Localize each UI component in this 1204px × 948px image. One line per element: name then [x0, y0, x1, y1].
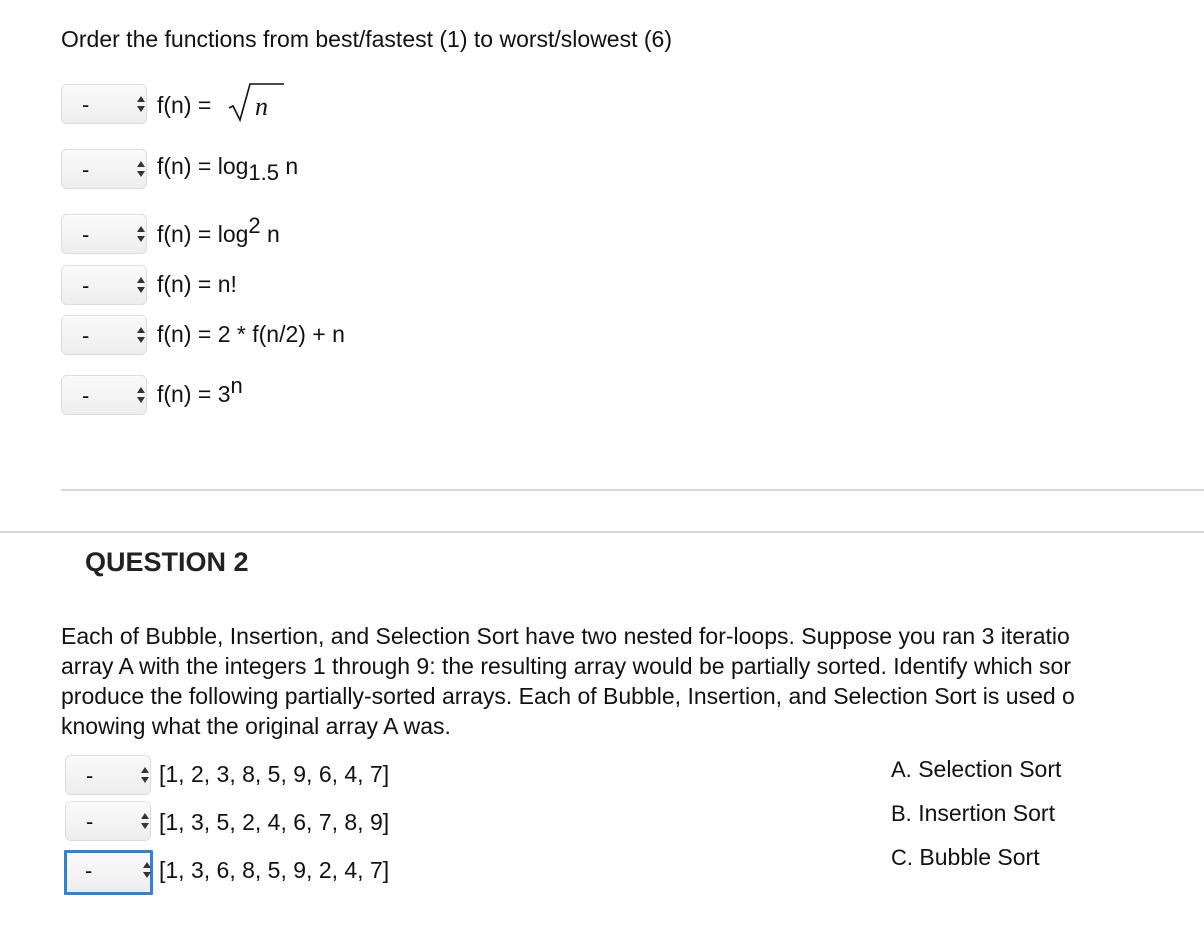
- function-2-tail: n: [279, 153, 299, 179]
- select-value: -: [82, 383, 90, 408]
- array-2: [1, 3, 5, 2, 4, 6, 7, 8, 9]: [159, 809, 390, 835]
- select-value: -: [86, 809, 94, 834]
- rank-select-1[interactable]: [61, 84, 147, 124]
- divider: [61, 489, 1204, 491]
- rank-select-6[interactable]: [61, 375, 147, 415]
- function-2-lhs: f(n) = log: [157, 153, 249, 179]
- select-arrows-icon: [136, 385, 146, 405]
- select-arrows-icon: [136, 275, 146, 295]
- answer-label: Selection Sort: [918, 756, 1062, 782]
- select-value: -: [82, 92, 90, 117]
- select-value: -: [82, 323, 90, 348]
- function-1: [157, 92, 268, 121]
- prompt-line: array A with the integers 1 through 9: the resulting array would be partially sorted. Identify which sor: [61, 653, 1071, 679]
- function-3-tail: n: [260, 221, 280, 247]
- sort-select-2[interactable]: [65, 801, 151, 841]
- function-6-lhs: f(n) = 3: [157, 381, 231, 407]
- function-6-superscript: n: [230, 373, 243, 398]
- array-3: [1, 3, 6, 8, 5, 9, 2, 4, 7]: [159, 857, 390, 883]
- answer-letter: A.: [891, 757, 912, 782]
- answer-label: Insertion Sort: [918, 800, 1055, 826]
- rank-select-4[interactable]: [61, 265, 147, 305]
- answer-option-b: [891, 800, 1055, 827]
- select-arrows-icon: [136, 94, 146, 114]
- function-6: [157, 373, 243, 408]
- section-divider: [0, 531, 1204, 533]
- array-1: [1, 2, 3, 8, 5, 9, 6, 4, 7]: [159, 761, 390, 787]
- select-value: -: [82, 157, 90, 182]
- rank-select-2[interactable]: [61, 149, 147, 189]
- select-arrows-icon: [136, 224, 146, 244]
- question2-prompt: [61, 621, 1204, 741]
- function-2: [157, 153, 298, 186]
- question1-prompt: Order the functions from best/fastest (1) to worst/slowest (6): [61, 26, 672, 52]
- select-value: -: [82, 222, 90, 247]
- sort-select-1[interactable]: [65, 755, 151, 795]
- select-arrows-icon: [142, 860, 152, 880]
- function-4-lhs: f(n) = n!: [157, 271, 237, 297]
- function-1-lhs: f(n) =: [157, 92, 212, 118]
- rank-select-5[interactable]: [61, 315, 147, 355]
- function-3-superscript: 2: [248, 213, 261, 238]
- function-5-lhs: f(n) = 2 * f(n/2) + n: [157, 321, 345, 347]
- answer-letter: B.: [891, 801, 912, 826]
- select-arrows-icon: [140, 811, 150, 831]
- function-4: [157, 271, 237, 298]
- answer-label: Bubble Sort: [919, 844, 1040, 870]
- prompt-line: knowing what the original array A was.: [61, 713, 451, 739]
- select-arrows-icon: [140, 765, 150, 785]
- answer-option-c: [891, 844, 1040, 871]
- select-value: -: [82, 273, 90, 298]
- select-value: -: [85, 858, 93, 883]
- rank-select-3[interactable]: [61, 214, 147, 254]
- function-3-lhs: f(n) = log: [157, 221, 249, 247]
- select-arrows-icon: [136, 159, 146, 179]
- answer-letter: C.: [891, 845, 913, 870]
- function-2-subscript: 1.5: [248, 160, 279, 185]
- prompt-line: produce the following partially-sorted arrays. Each of Bubble, Insertion, and Selection Sort is used o: [61, 683, 1075, 709]
- function-3: [157, 213, 280, 248]
- prompt-line: Each of Bubble, Insertion, and Selection Sort have two nested for-loops. Suppose you ran 3 iteratio: [61, 623, 1070, 649]
- question2-title: QUESTION 2: [85, 547, 249, 577]
- select-arrows-icon: [136, 325, 146, 345]
- select-value: -: [86, 763, 94, 788]
- answer-option-a: [891, 756, 1061, 783]
- sort-select-3[interactable]: [64, 850, 153, 895]
- function-5: [157, 321, 345, 348]
- function-1-radicand: n: [255, 92, 268, 121]
